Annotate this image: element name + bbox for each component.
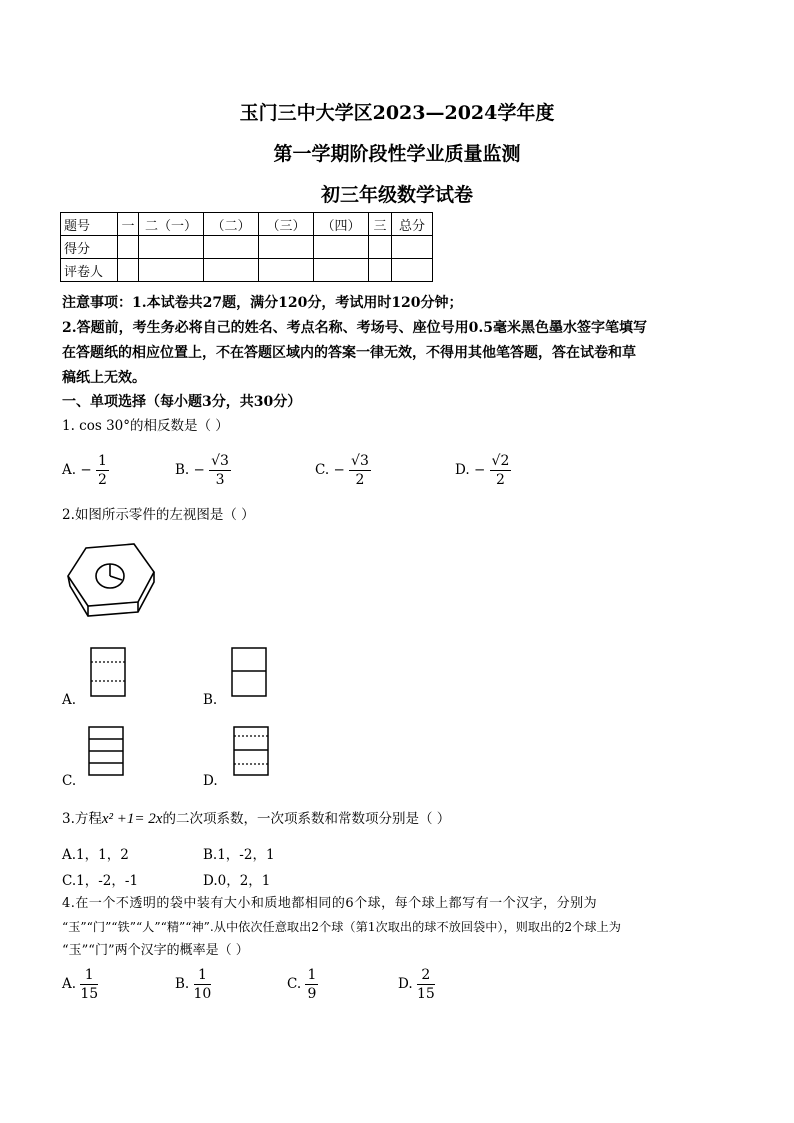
- question-4-line1: 4.在一个不透明的袋中装有大小和质地都相同的6个球，每个球上都写有一个汉字，分别为: [62, 896, 598, 911]
- score-cell[interactable]: [392, 236, 433, 259]
- side-view-option-b-figure: [231, 647, 269, 699]
- exam-title-line2: 第一学期阶段性学业质量监测: [273, 143, 521, 165]
- minus-sign: −: [473, 462, 486, 478]
- grader-cell[interactable]: [204, 259, 259, 282]
- q1-option-d[interactable]: [455, 452, 511, 489]
- score-table-header-row: [61, 213, 433, 236]
- option-label: A.: [62, 976, 77, 992]
- table-header-cell: 题号: [61, 213, 118, 236]
- notes-line1: 注意事项：1.本试卷共27题，满分120分，考试用时120分钟；: [62, 295, 463, 311]
- option-label: D.: [398, 976, 413, 992]
- score-cell[interactable]: [314, 236, 369, 259]
- numerator: 1: [80, 966, 98, 985]
- grader-cell[interactable]: [118, 259, 139, 282]
- hex-nut-figure: [64, 540, 164, 625]
- q3-option-d[interactable]: D.0，2，1: [203, 873, 271, 889]
- q2-option-c[interactable]: C.: [62, 773, 77, 789]
- denominator: 10: [193, 986, 212, 1002]
- fraction: [305, 966, 318, 1003]
- score-cell[interactable]: [139, 236, 204, 259]
- fraction: [490, 452, 512, 489]
- side-view-option-a-figure: [90, 647, 128, 699]
- q1-option-b[interactable]: [175, 452, 231, 489]
- minus-sign: −: [193, 462, 205, 478]
- numerator: √2: [491, 453, 510, 469]
- table-header-cell: 总分: [392, 213, 433, 236]
- denominator: 9: [307, 986, 317, 1002]
- q3-equation: x² +1= 2x: [101, 811, 163, 827]
- exam-title-line1: 玉门三中大学区2023—2024学年度: [239, 102, 555, 124]
- fraction: [96, 452, 109, 489]
- fraction: [209, 452, 231, 489]
- q3-stem-after: 的二次项系数，一次项系数和常数项分别是（ ）: [162, 811, 451, 827]
- q3-option-a[interactable]: A.1，1，2: [62, 847, 129, 863]
- q4-option-b[interactable]: [175, 966, 211, 1003]
- grader-cell[interactable]: [392, 259, 433, 282]
- q4-option-c[interactable]: [287, 966, 318, 1003]
- numerator: 2: [417, 966, 435, 985]
- q3-option-b[interactable]: B.1，-2，1: [203, 847, 275, 863]
- denominator: 2: [496, 472, 505, 488]
- q3-option-c[interactable]: C.1，-2，-1: [62, 873, 139, 889]
- fraction: [417, 966, 435, 1003]
- score-table: [60, 212, 433, 282]
- section-title: 一、单项选择（每小题3分，共30分）: [62, 394, 302, 410]
- question-3-stem: [62, 808, 450, 830]
- grader-row: [61, 259, 433, 282]
- minus-sign: −: [80, 462, 92, 478]
- q1-option-a[interactable]: [62, 452, 109, 489]
- q2-option-b[interactable]: B.: [203, 692, 218, 708]
- table-header-cell: 三: [369, 213, 392, 236]
- denominator: 2: [355, 472, 365, 488]
- score-cell[interactable]: [118, 236, 139, 259]
- numerator: √3: [351, 453, 369, 469]
- option-label: B.: [175, 976, 190, 992]
- exam-title-line3: 初三年级数学试卷: [320, 184, 473, 206]
- numerator: 1: [307, 967, 317, 983]
- option-label: C.: [287, 976, 302, 992]
- table-header-cell: 二（一）: [139, 213, 204, 236]
- table-header-cell: 一: [118, 213, 139, 236]
- notes-line2: 2.答题前，考生务必将自己的姓名、考点名称、考场号、座位号用0.5毫米黑色墨水签字笔填写: [62, 320, 647, 336]
- option-label: B.: [175, 462, 190, 478]
- numerator: √3: [211, 453, 229, 469]
- grader-cell[interactable]: [259, 259, 314, 282]
- numerator: 1: [97, 453, 107, 469]
- question-4-line2: “玉”“门”“铁”“人”“精”“神”.从中依次任意取出2个球（第1次取出的球不放回袋中），则取出的2个球上为: [62, 920, 621, 934]
- question-4-line3: “玉”“门”两个汉字的概率是（ ）: [62, 943, 249, 958]
- side-view-option-c-figure: [88, 726, 126, 778]
- q4-option-d[interactable]: [398, 966, 435, 1003]
- grader-cell[interactable]: [314, 259, 369, 282]
- q2-option-a[interactable]: A.: [62, 692, 77, 708]
- fraction: [80, 966, 98, 1003]
- minus-sign: −: [333, 462, 345, 478]
- q3-stem-before: 3.方程: [62, 811, 102, 827]
- option-label: A.: [62, 462, 77, 478]
- score-cell[interactable]: [204, 236, 259, 259]
- grader-cell[interactable]: [139, 259, 204, 282]
- numerator: 1: [194, 966, 212, 985]
- score-row: [61, 236, 433, 259]
- table-header-cell: （三）: [259, 213, 314, 236]
- q1-option-c[interactable]: [315, 452, 371, 489]
- table-row-label: 得分: [61, 236, 118, 259]
- notes-line3: 在答题纸的相应位置上，不在答题区域内的答案一律无效，不得用其他笔答题，答在试卷和草: [62, 345, 636, 361]
- question-1-stem: 1. cos 30°的相反数是（ ）: [62, 418, 229, 434]
- denominator: 2: [97, 472, 107, 488]
- fraction: [349, 452, 371, 489]
- option-label: D.: [455, 462, 470, 478]
- notes-line4: 稿纸上无效。: [62, 370, 146, 386]
- table-header-cell: （二）: [204, 213, 259, 236]
- denominator: 3: [215, 472, 225, 488]
- score-cell[interactable]: [259, 236, 314, 259]
- table-header-cell: （四）: [314, 213, 369, 236]
- q4-option-a[interactable]: [62, 966, 98, 1003]
- option-label: C.: [315, 462, 330, 478]
- question-2-stem: 2.如图所示零件的左视图是（ ）: [62, 507, 255, 523]
- denominator: 15: [80, 986, 99, 1002]
- table-row-label: 评卷人: [61, 259, 118, 282]
- side-view-option-d-figure: [233, 726, 271, 778]
- grader-cell[interactable]: [369, 259, 392, 282]
- q2-option-d[interactable]: D.: [203, 773, 218, 789]
- fraction: [194, 966, 212, 1003]
- score-cell[interactable]: [369, 236, 392, 259]
- denominator: 15: [416, 986, 435, 1002]
